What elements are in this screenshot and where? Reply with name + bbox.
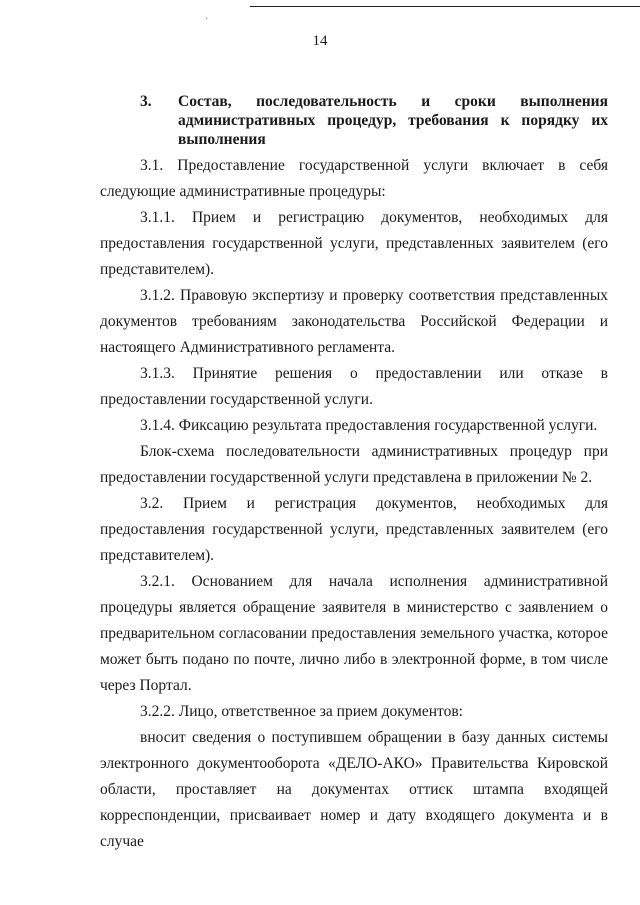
paragraph-3-1-4: 3.1.4. Фиксацию результата предоставления государственной услуги. xyxy=(140,417,598,434)
scan-artifact-dots: · xyxy=(205,14,212,25)
top-rule xyxy=(250,6,640,7)
paragraph-3-1-2: 3.1.2. Правовую экспертизу и проверку соответствия представленных документов требованиям законодательства Российской Федерации и настоящего Административного регламента. xyxy=(100,287,608,356)
page-number: 14 xyxy=(312,33,328,49)
section-title: Состав, последовательность и сроки выполнения административных процедур, требования к порядку их выполнения xyxy=(178,93,608,148)
paragraph-3-1-3: 3.1.3. Принятие решения о предоставлении или отказе в предоставлении государственной услуги. xyxy=(100,365,608,408)
paragraph-block-scheme: Блок-схема последовательности административных процедур при предоставлении государственной услуги представлена в приложении № 2. xyxy=(100,443,608,486)
paragraph-3-1-1: 3.1.1. Прием и регистрацию документов, необходимых для предоставления государственной услуги, представленных заявителем (его представителем). xyxy=(100,209,608,278)
paragraph-3-1: 3.1. Предоставление государственной услуги включает в себя следующие административные процедуры: xyxy=(100,157,608,200)
paragraph-3-2-1: 3.2.1. Основанием для начала исполнения административной процедуры является обращение заявителя в министерство с заявлением о предварительном согласовании предоставления земельного участка, которое может быть подано по почте, лично либо в электронной форме, в том числе через Портал. xyxy=(100,573,608,694)
document-body xyxy=(100,153,608,855)
section-number: 3. xyxy=(140,93,152,110)
paragraph-registration: вносит сведения о поступившем обращении в базу данных системы электронного документооборота «ДЕЛО-АКО» Правительства Кировской области, проставляет на документах оттиск штампа входящей корреспонденции, присваивает номер и дату входящего документа и в случае xyxy=(100,729,608,850)
paragraph-3-2: 3.2. Прием и регистрация документов, необходимых для предоставления государственной услуги, представленных заявителем (его представителем). xyxy=(100,495,608,564)
section-heading xyxy=(140,92,608,149)
paragraph-3-2-2: 3.2.2. Лицо, ответственное за прием документов: xyxy=(140,703,463,720)
